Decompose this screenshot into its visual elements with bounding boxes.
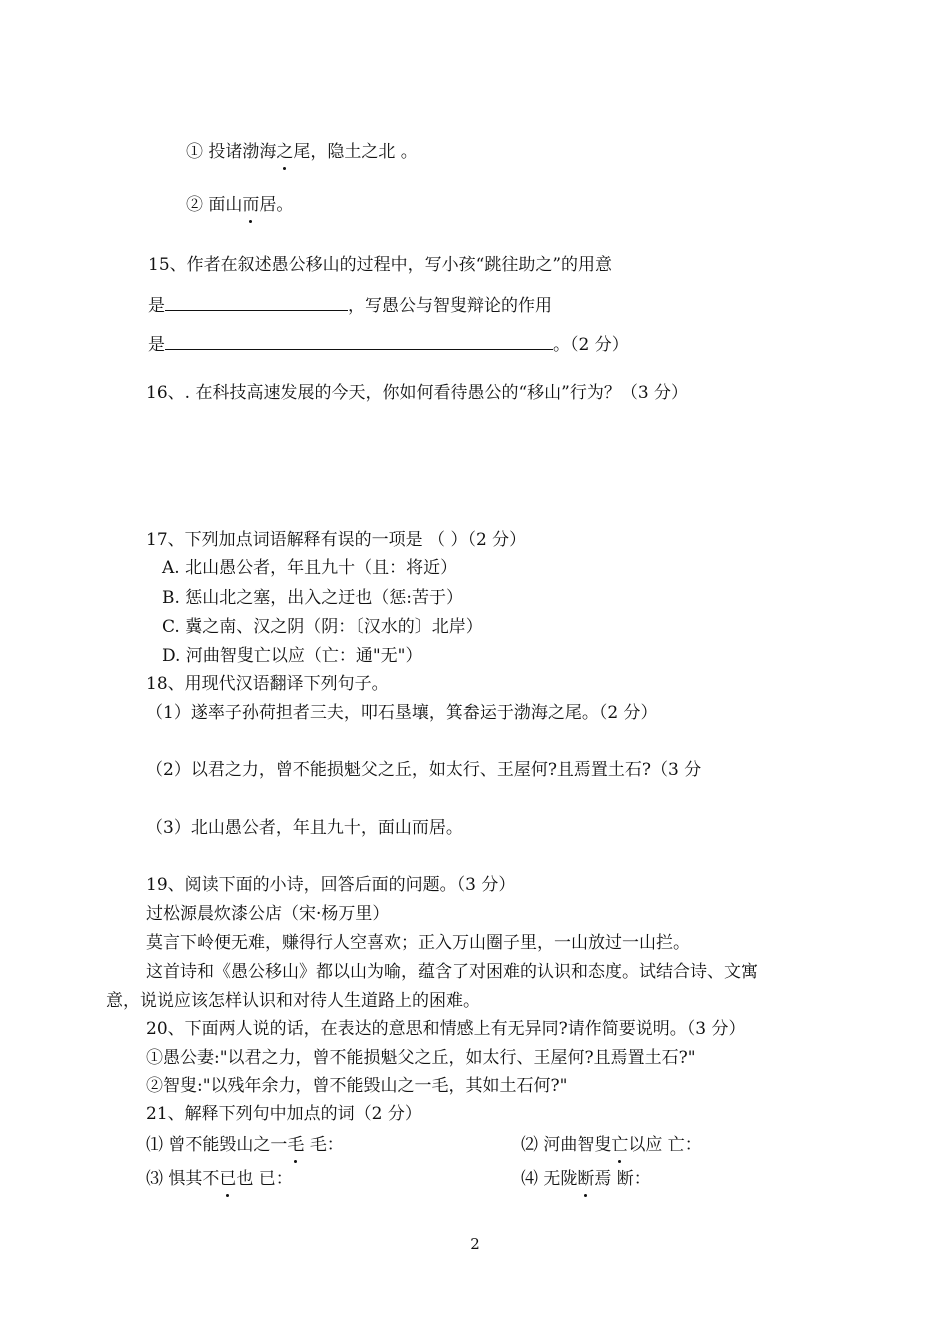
sentence-text: 焉 断： <box>594 1169 651 1189</box>
q21-item-3 <box>146 1168 293 1190</box>
dotted-char: 亡 <box>611 1135 629 1155</box>
dotted-char: 毛 <box>287 1135 305 1155</box>
option-b: B. 惩山北之塞，出入之迂也（惩:苦于） <box>162 588 464 608</box>
option-d: D. 河曲智叟亡以应（亡：通"无"） <box>162 646 423 666</box>
question-18-item-3: （3）北山愚公者，年且九十，面山而居。 <box>146 818 463 838</box>
page-number: 2 <box>470 1235 480 1253</box>
item-marker: ① <box>186 142 203 162</box>
sentence-text: 尾，隐土之北 。 <box>293 142 418 162</box>
answer-blank[interactable] <box>165 292 348 311</box>
item-marker: ⑶ <box>146 1169 163 1189</box>
sentence-text: 惧其不 <box>168 1169 220 1189</box>
sentence-text: 曾不能毁山之一 <box>168 1135 288 1155</box>
question-19: 19、阅读下面的小诗，回答后面的问题。（3 分） <box>146 875 516 895</box>
item-marker: ⑷ <box>521 1169 538 1189</box>
dotted-char: 已 <box>219 1169 237 1189</box>
q21-item-1 <box>146 1134 344 1156</box>
quote-1: ①愚公妻:"以君之力，曾不能损魁父之丘，如太行、王屋何?且焉置土石?" <box>146 1048 696 1068</box>
item-marker: ② <box>186 195 203 215</box>
question-19-task-continued: 意，说说应该怎样认识和对待人生道路上的困难。 <box>106 991 480 1011</box>
sentence-text: 河曲智叟 <box>543 1135 612 1155</box>
poem-title: 过松源晨炊漆公店（宋·杨万里） <box>146 904 390 924</box>
question-15: 15、作者在叙述愚公移山的过程中，写小孩“跳往助之”的用意 <box>148 255 613 275</box>
item-marker: ⑵ <box>521 1135 538 1155</box>
sentence-text: 以应 亡： <box>628 1135 702 1155</box>
sentence-text: 居。 <box>259 195 294 215</box>
sentence-text: 投诸渤海 <box>208 142 277 162</box>
question-19-task: 这首诗和《愚公移山》都以山为喻，蕴含了对困难的认识和态度。试结合诗、文寓 <box>146 962 758 982</box>
item-marker: ⑴ <box>146 1135 163 1155</box>
question-text: 是 <box>148 335 165 355</box>
answer-blank[interactable] <box>165 331 553 350</box>
question-21: 21、解释下列句中加点的词（2 分） <box>146 1104 422 1124</box>
question-18-item-2: （2）以君之力，曾不能损魁父之丘，如太行、王屋何?且焉置土石?（3 分 <box>146 760 702 780</box>
question-18: 18、用现代汉语翻译下列句子。 <box>146 674 389 694</box>
sentence-text: 也 已： <box>236 1169 293 1189</box>
option-a: A. 北山愚公者，年且九十（且：将近） <box>162 558 458 578</box>
question-20: 20、下面两人说的话，在表达的意思和情感上有无异同?请作简要说明。（3 分） <box>146 1019 746 1039</box>
question-15-line-2 <box>148 292 552 317</box>
question-18-item-1: （1）遂率子孙荷担者三夫，叩石垦壤，箕畚运于渤海之尾。（2 分） <box>146 703 658 723</box>
answer-label: 毛： <box>309 1135 344 1155</box>
question-16: 16、. 在科技高速发展的今天，你如何看待愚公的“移山”行为？（3 分） <box>146 383 689 403</box>
q14-item-2 <box>186 194 293 216</box>
question-text: 。（2 分） <box>553 335 629 355</box>
q21-item-4 <box>521 1168 651 1190</box>
question-text: ，写愚公与智叟辩论的作用 <box>348 296 552 316</box>
dotted-char: 而 <box>242 195 260 215</box>
sentence-text: 面山 <box>208 195 243 215</box>
quote-2: ②智叟:"以残年余力，曾不能毁山之一毛，其如土石何?" <box>146 1076 568 1096</box>
question-17: 17、下列加点词语解释有误的一项是 （ ）（2 分） <box>146 530 527 550</box>
dotted-char: 之 <box>276 142 294 162</box>
question-text: 是 <box>148 296 165 316</box>
question-15-line-3 <box>148 331 629 356</box>
poem-text: 莫言下岭便无难，赚得行人空喜欢；正入万山圈子里，一山放过一山拦。 <box>146 933 690 953</box>
sentence-text: 无陇 <box>543 1169 578 1189</box>
option-c: C. 冀之南、汉之阴（阴：〔汉水的〕北岸） <box>162 617 483 637</box>
q14-item-1 <box>186 141 418 163</box>
dotted-char: 断 <box>577 1169 595 1189</box>
q21-item-2 <box>521 1134 702 1156</box>
